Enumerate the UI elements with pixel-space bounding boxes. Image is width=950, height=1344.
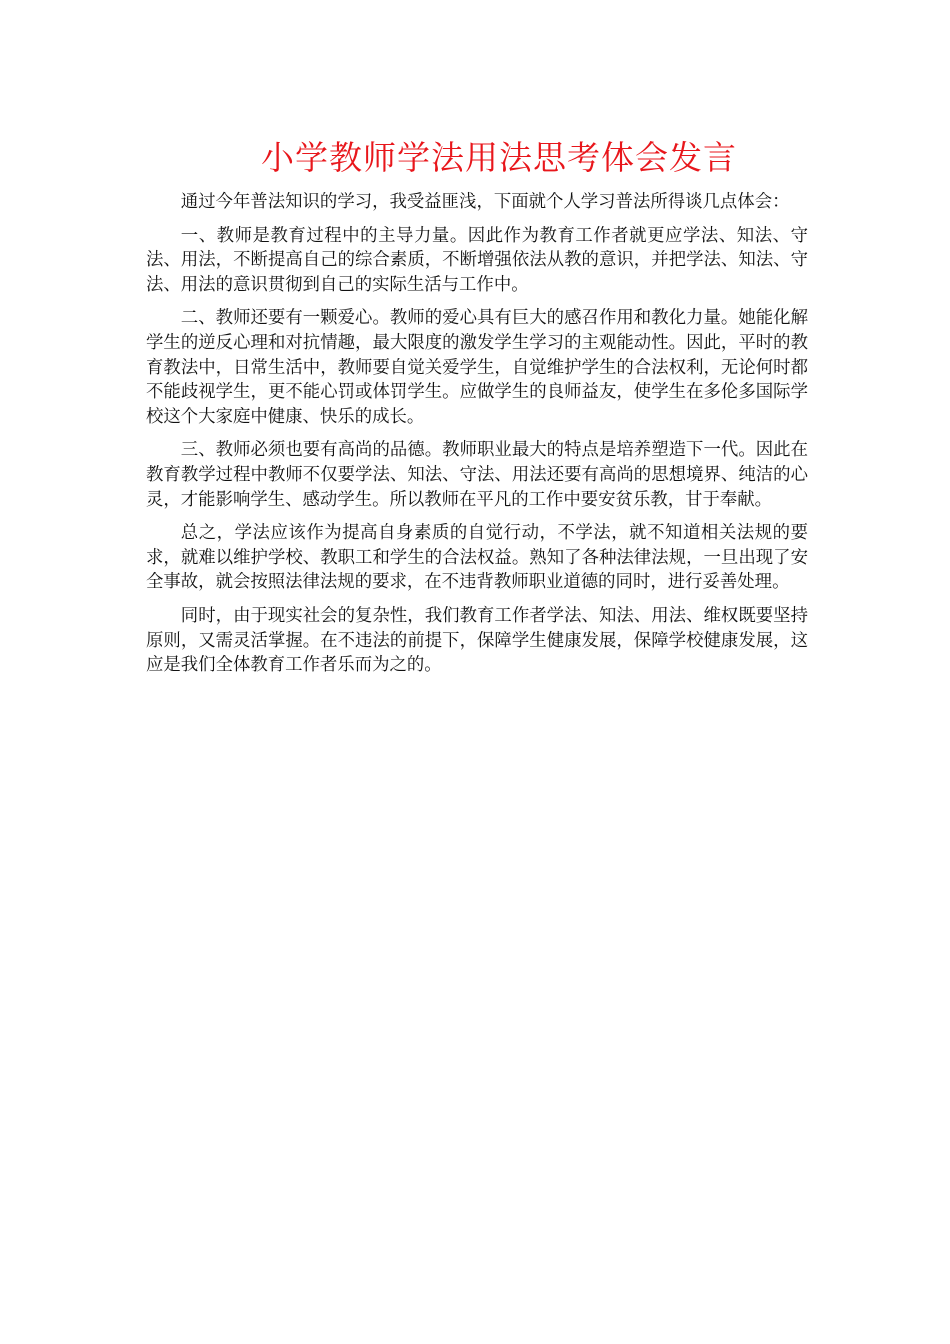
paragraph-closing: 同时，由于现实社会的复杂性，我们教育工作者学法、知法、用法、维权既要坚持原则，又需灵活掌握。在不违法的前提下，保障学生健康发展，保障学校健康发展，这应是我们全体教育工作者乐而为之的。 — [146, 605, 808, 676]
paragraph-summary: 总之，学法应该作为提高自身素质的自觉行动，不学法，就不知道相关法规的要求，就难以维护学校、教职工和学生的合法权益。熟知了各种法律法规，一旦出现了安全事故，就会按照法律法规的要求，在不违背教师职业道德的同时，进行妥善处理。 — [146, 523, 808, 593]
document-body — [146, 190, 808, 687]
paragraph-point-one: 一、教师是教育过程中的主导力量。因此作为教育工作者就更应学法、知法、守法、用法，不断提高自己的综合素质，不断增强依法从教的意识，并把学法、知法、守法、用法的意识贯彻到自己的实际生活与工作中。 — [146, 225, 808, 295]
paragraph-intro: 通过今年普法知识的学习，我受益匪浅，下面就个人学习普法所得谈几点体会： — [180, 192, 790, 212]
paragraph-point-two: 二、教师还要有一颗爱心。教师的爱心具有巨大的感召作用和教化力量。她能化解学生的逆反心理和对抗情趣，最大限度的激发学生学习的主观能动性。因此，平时的教育教法中，日常生活中，教师要自觉关爱学生，自觉维护学生的合法权利，无论何时都不能歧视学生，更不能心罚或体罚学生。应做学生的良师益友，使学生在多伦多国际学校这个大家庭中健康、快乐的成长。 — [146, 308, 808, 427]
document-title: 小学教师学法用法思考体会发言 — [261, 138, 737, 177]
paragraph-point-three: 三、教师必须也要有高尚的品德。教师职业最大的特点是培养塑造下一代。因此在教育教学过程中教师不仅要学法、知法、守法、用法还要有高尚的思想境界、纯洁的心灵，才能影响学生、感动学生。所以教师在平凡的工作中要安贫乐教，甘于奉献。 — [146, 440, 808, 510]
